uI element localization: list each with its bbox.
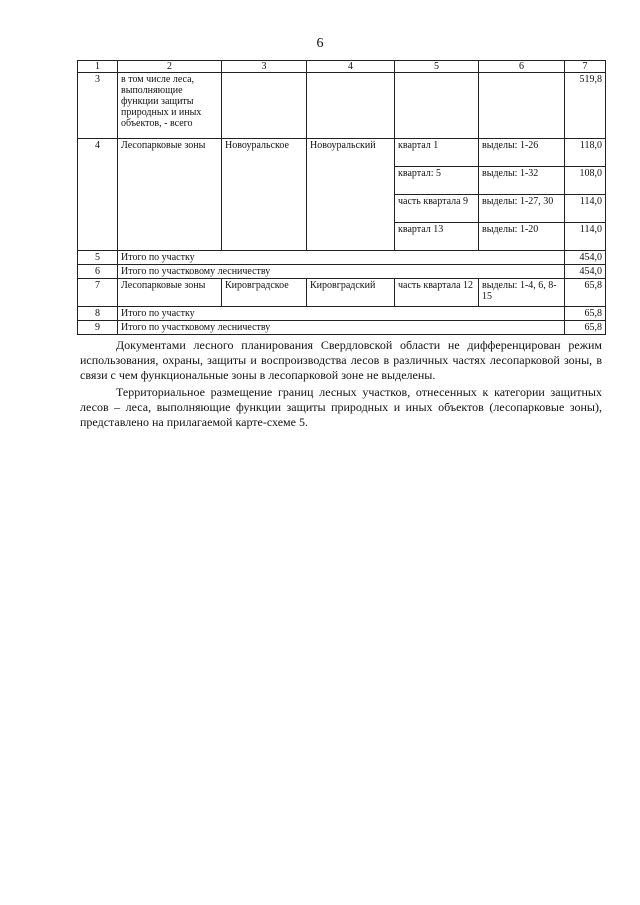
table-row [78, 279, 606, 307]
vydely-cell: выделы: 1-20 [479, 223, 565, 251]
total-label: Итого по участку [118, 251, 565, 265]
quarter-cell: квартал 1 [395, 139, 479, 167]
quarter-cell: часть квартала 9 [395, 195, 479, 223]
total-label: Итого по участковому лесничеству [118, 321, 565, 335]
row-number: 6 [78, 265, 118, 279]
total-label: Итого по участковому лесничеству [118, 265, 565, 279]
table-row [78, 265, 606, 279]
forestry-cell [222, 73, 307, 139]
area-cell: 454,0 [565, 265, 606, 279]
vydely-cell: выделы: 1-27, 30 [479, 195, 565, 223]
row-number: 9 [78, 321, 118, 335]
row-number: 7 [78, 279, 118, 307]
category-cell: Лесопарковые зоны [118, 279, 222, 307]
row-number: 5 [78, 251, 118, 265]
page-number: 6 [316, 36, 324, 51]
table-row [78, 251, 606, 265]
header-cell: 1 [78, 61, 118, 73]
header-cell: 4 [307, 61, 395, 73]
vydely-cell [479, 73, 565, 139]
header-cell: 6 [479, 61, 565, 73]
quarter-cell: часть квартала 12 [395, 279, 479, 307]
area-cell: 65,8 [565, 279, 606, 307]
area-cell: 114,0 [565, 195, 606, 223]
area-cell: 118,0 [565, 139, 606, 167]
header-cell: 5 [395, 61, 479, 73]
area-cell: 65,8 [565, 321, 606, 335]
table-header-row [78, 61, 606, 73]
category-cell: в том числе леса, выполняющие функции защиты природных и иных объектов, - всего [118, 73, 222, 139]
table-row [78, 139, 606, 167]
paragraph-zoning: Документами лесного планирования Свердловской области не дифференцирован режим использования, охраны, защиты и воспроизводства лесов в различных частях лесопарковой зоны, в связи с чем функциональные зоны в лесопарковой зоне не выделены. [80, 338, 602, 382]
forest-areas-table [77, 60, 606, 335]
row-number: 3 [78, 73, 118, 139]
area-cell: 519,8 [565, 73, 606, 139]
total-label: Итого по участку [118, 307, 565, 321]
row-number: 8 [78, 307, 118, 321]
header-cell: 3 [222, 61, 307, 73]
header-cell: 2 [118, 61, 222, 73]
table-row [78, 307, 606, 321]
forestry-cell: Новоуральское [222, 139, 307, 251]
quarter-cell: квартал 13 [395, 223, 479, 251]
district-cell: Кировградский [307, 279, 395, 307]
district-cell [307, 73, 395, 139]
quarter-cell [395, 73, 479, 139]
table-row [78, 321, 606, 335]
area-cell: 114,0 [565, 223, 606, 251]
area-cell: 108,0 [565, 167, 606, 195]
quarter-cell: квартал: 5 [395, 167, 479, 195]
vydely-cell: выделы: 1-4, 6, 8-15 [479, 279, 565, 307]
district-cell: Новоуральский [307, 139, 395, 251]
area-cell: 65,8 [565, 307, 606, 321]
area-cell: 454,0 [565, 251, 606, 265]
table-row [78, 73, 606, 139]
forestry-cell: Кировградское [222, 279, 307, 307]
vydely-cell: выделы: 1-26 [479, 139, 565, 167]
header-cell: 7 [565, 61, 606, 73]
row-number: 4 [78, 139, 118, 251]
vydely-cell: выделы: 1-32 [479, 167, 565, 195]
category-cell: Лесопарковые зоны [118, 139, 222, 251]
paragraph-map-reference: Территориальное размещение границ лесных участков, отнесенных к категории защитных лесов – леса, выполняющие функции защиты природных и иных объектов (лесопарковые зоны), представлено на прилагаемой карте-схеме 5. [80, 385, 602, 429]
